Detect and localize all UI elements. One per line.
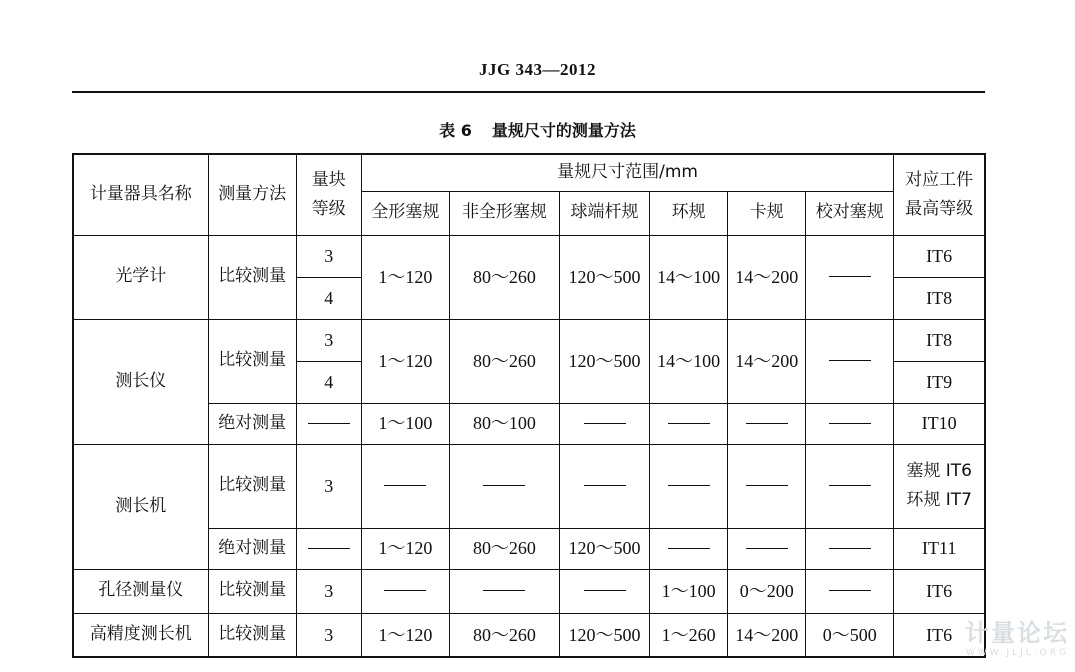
table-title: 量规尺寸的测量方法 — [491, 121, 636, 140]
table-row — [73, 528, 985, 569]
empty-dash-cell — [650, 444, 728, 528]
header-max-grade — [894, 154, 985, 235]
empty-dash-cell — [728, 444, 806, 528]
empty-dash-cell — [560, 444, 650, 528]
watermark-title: 计量论坛 — [965, 619, 1069, 647]
max-grade-cell — [894, 444, 985, 528]
dash-mark — [829, 548, 871, 549]
instrument-name: 测长机 — [73, 444, 208, 569]
empty-dash-cell — [728, 403, 806, 444]
dash-mark — [668, 548, 710, 549]
header-rule — [72, 91, 985, 93]
dash-mark — [829, 485, 871, 486]
grade-cell: 4 — [296, 361, 361, 403]
grade-cell: 3 — [296, 319, 361, 361]
empty-dash-cell — [650, 403, 728, 444]
method-cell: 比较测量 — [208, 235, 296, 319]
partial-plug-cell: 80～260 — [449, 319, 559, 403]
max-grade-cell: IT8 — [894, 277, 985, 319]
ball-rod-cell: 120～500 — [560, 319, 650, 403]
watermark-url: WWW.JLJL.ORG — [965, 648, 1069, 658]
empty-dash-cell — [806, 528, 894, 569]
empty-dash-cell — [449, 444, 559, 528]
table-row — [73, 319, 985, 361]
table-row — [73, 403, 985, 444]
instrument-name: 测长仪 — [73, 319, 208, 444]
forum-watermark — [965, 613, 1069, 658]
grade-cell: 4 — [296, 277, 361, 319]
dash-mark — [746, 423, 788, 424]
table-row — [73, 569, 985, 613]
empty-dash-cell — [361, 569, 449, 613]
header-row-1 — [73, 154, 985, 191]
snap-cell: 14～200 — [728, 235, 806, 319]
empty-dash-cell — [361, 444, 449, 528]
empty-dash-cell — [560, 403, 650, 444]
empty-dash-cell — [296, 528, 361, 569]
ring-cell: 1～260 — [650, 613, 728, 657]
ball-rod-cell: 120～500 — [560, 528, 650, 569]
partial-plug-cell: 80～100 — [449, 403, 559, 444]
grade-cell: 3 — [296, 613, 361, 657]
max-grade-cell: IT6 — [894, 569, 985, 613]
dash-mark — [829, 360, 871, 361]
method-cell: 绝对测量 — [208, 528, 296, 569]
empty-dash-cell — [806, 235, 894, 319]
dash-mark — [746, 548, 788, 549]
header-size-range: 量规尺寸范围/mm — [361, 154, 894, 191]
max-grade-cell: IT6 — [894, 613, 985, 657]
method-cell: 绝对测量 — [208, 403, 296, 444]
table-row — [73, 235, 985, 277]
dash-mark — [483, 590, 525, 591]
full-plug-cell: 1～120 — [361, 235, 449, 319]
ring-cell: 1～100 — [650, 569, 728, 613]
max-grade-cell: IT6 — [894, 235, 985, 277]
dash-mark — [829, 590, 871, 591]
partial-plug-cell: 80～260 — [449, 528, 559, 569]
dash-mark — [308, 423, 350, 424]
header-method: 测量方法 — [208, 154, 296, 235]
check-plug-cell: 0～500 — [806, 613, 894, 657]
table-number: 表 6 — [439, 121, 472, 140]
grade-cell: 3 — [296, 235, 361, 277]
table-row — [73, 444, 985, 528]
dash-mark — [668, 485, 710, 486]
partial-plug-cell: 80～260 — [449, 235, 559, 319]
full-plug-cell: 1～120 — [361, 319, 449, 403]
header-block-grade-line1: 量块 — [311, 169, 346, 190]
header-check-plug: 校对塞规 — [806, 191, 894, 235]
table-caption — [0, 118, 1075, 141]
header-ring: 环规 — [650, 191, 728, 235]
header-full-plug: 全形塞规 — [361, 191, 449, 235]
method-cell: 比较测量 — [208, 613, 296, 657]
full-plug-cell: 1～100 — [361, 403, 449, 444]
instrument-name: 孔径测量仪 — [73, 569, 208, 613]
max-grade-cell: IT8 — [894, 319, 985, 361]
empty-dash-cell — [806, 319, 894, 403]
partial-plug-cell: 80～260 — [449, 613, 559, 657]
dash-mark — [584, 423, 626, 424]
dash-mark — [308, 548, 350, 549]
instrument-name: 光学计 — [73, 235, 208, 319]
method-cell: 比较测量 — [208, 319, 296, 403]
dash-mark — [584, 590, 626, 591]
empty-dash-cell — [806, 403, 894, 444]
ball-rod-cell: 120～500 — [560, 235, 650, 319]
header-block-grade-line2: 等级 — [311, 198, 346, 219]
snap-cell: 14～200 — [728, 319, 806, 403]
max-grade-cell: IT11 — [894, 528, 985, 569]
header-block-grade — [296, 154, 361, 235]
dash-mark — [829, 276, 871, 277]
max-grade-cell: IT9 — [894, 361, 985, 403]
method-cell: 比较测量 — [208, 569, 296, 613]
table-row — [73, 613, 985, 657]
max-grade-line2: 环规 IT7 — [906, 490, 972, 510]
full-plug-cell: 1～120 — [361, 528, 449, 569]
dash-mark — [829, 423, 871, 424]
document-header: JJG 343—2012 — [479, 60, 596, 79]
empty-dash-cell — [806, 444, 894, 528]
ring-cell: 14～100 — [650, 235, 728, 319]
empty-dash-cell — [728, 528, 806, 569]
dash-mark — [746, 485, 788, 486]
empty-dash-cell — [806, 569, 894, 613]
max-grade-line1: 塞规 IT6 — [906, 460, 972, 481]
empty-dash-cell — [650, 528, 728, 569]
method-cell: 比较测量 — [208, 444, 296, 528]
empty-dash-cell — [560, 569, 650, 613]
dash-mark — [384, 590, 426, 591]
snap-cell: 0～200 — [728, 569, 806, 613]
ball-rod-cell: 120～500 — [560, 613, 650, 657]
snap-cell: 14～200 — [728, 613, 806, 657]
full-plug-cell: 1～120 — [361, 613, 449, 657]
header-partial-plug: 非全形塞规 — [449, 191, 559, 235]
dash-mark — [584, 485, 626, 486]
gauge-measurement-table — [72, 153, 986, 658]
instrument-name: 高精度测长机 — [73, 613, 208, 657]
ring-cell: 14～100 — [650, 319, 728, 403]
grade-cell: 3 — [296, 569, 361, 613]
dash-mark — [384, 485, 426, 486]
dash-mark — [668, 423, 710, 424]
header-max-grade-line2: 最高等级 — [905, 198, 974, 219]
header-snap: 卡规 — [728, 191, 806, 235]
header-instrument: 计量器具名称 — [73, 154, 208, 235]
dash-mark — [483, 485, 525, 486]
header-max-grade-line1: 对应工件 — [905, 169, 974, 190]
header-ball-rod: 球端杆规 — [560, 191, 650, 235]
empty-dash-cell — [449, 569, 559, 613]
grade-cell: 3 — [296, 444, 361, 528]
empty-dash-cell — [296, 403, 361, 444]
max-grade-cell: IT10 — [894, 403, 985, 444]
